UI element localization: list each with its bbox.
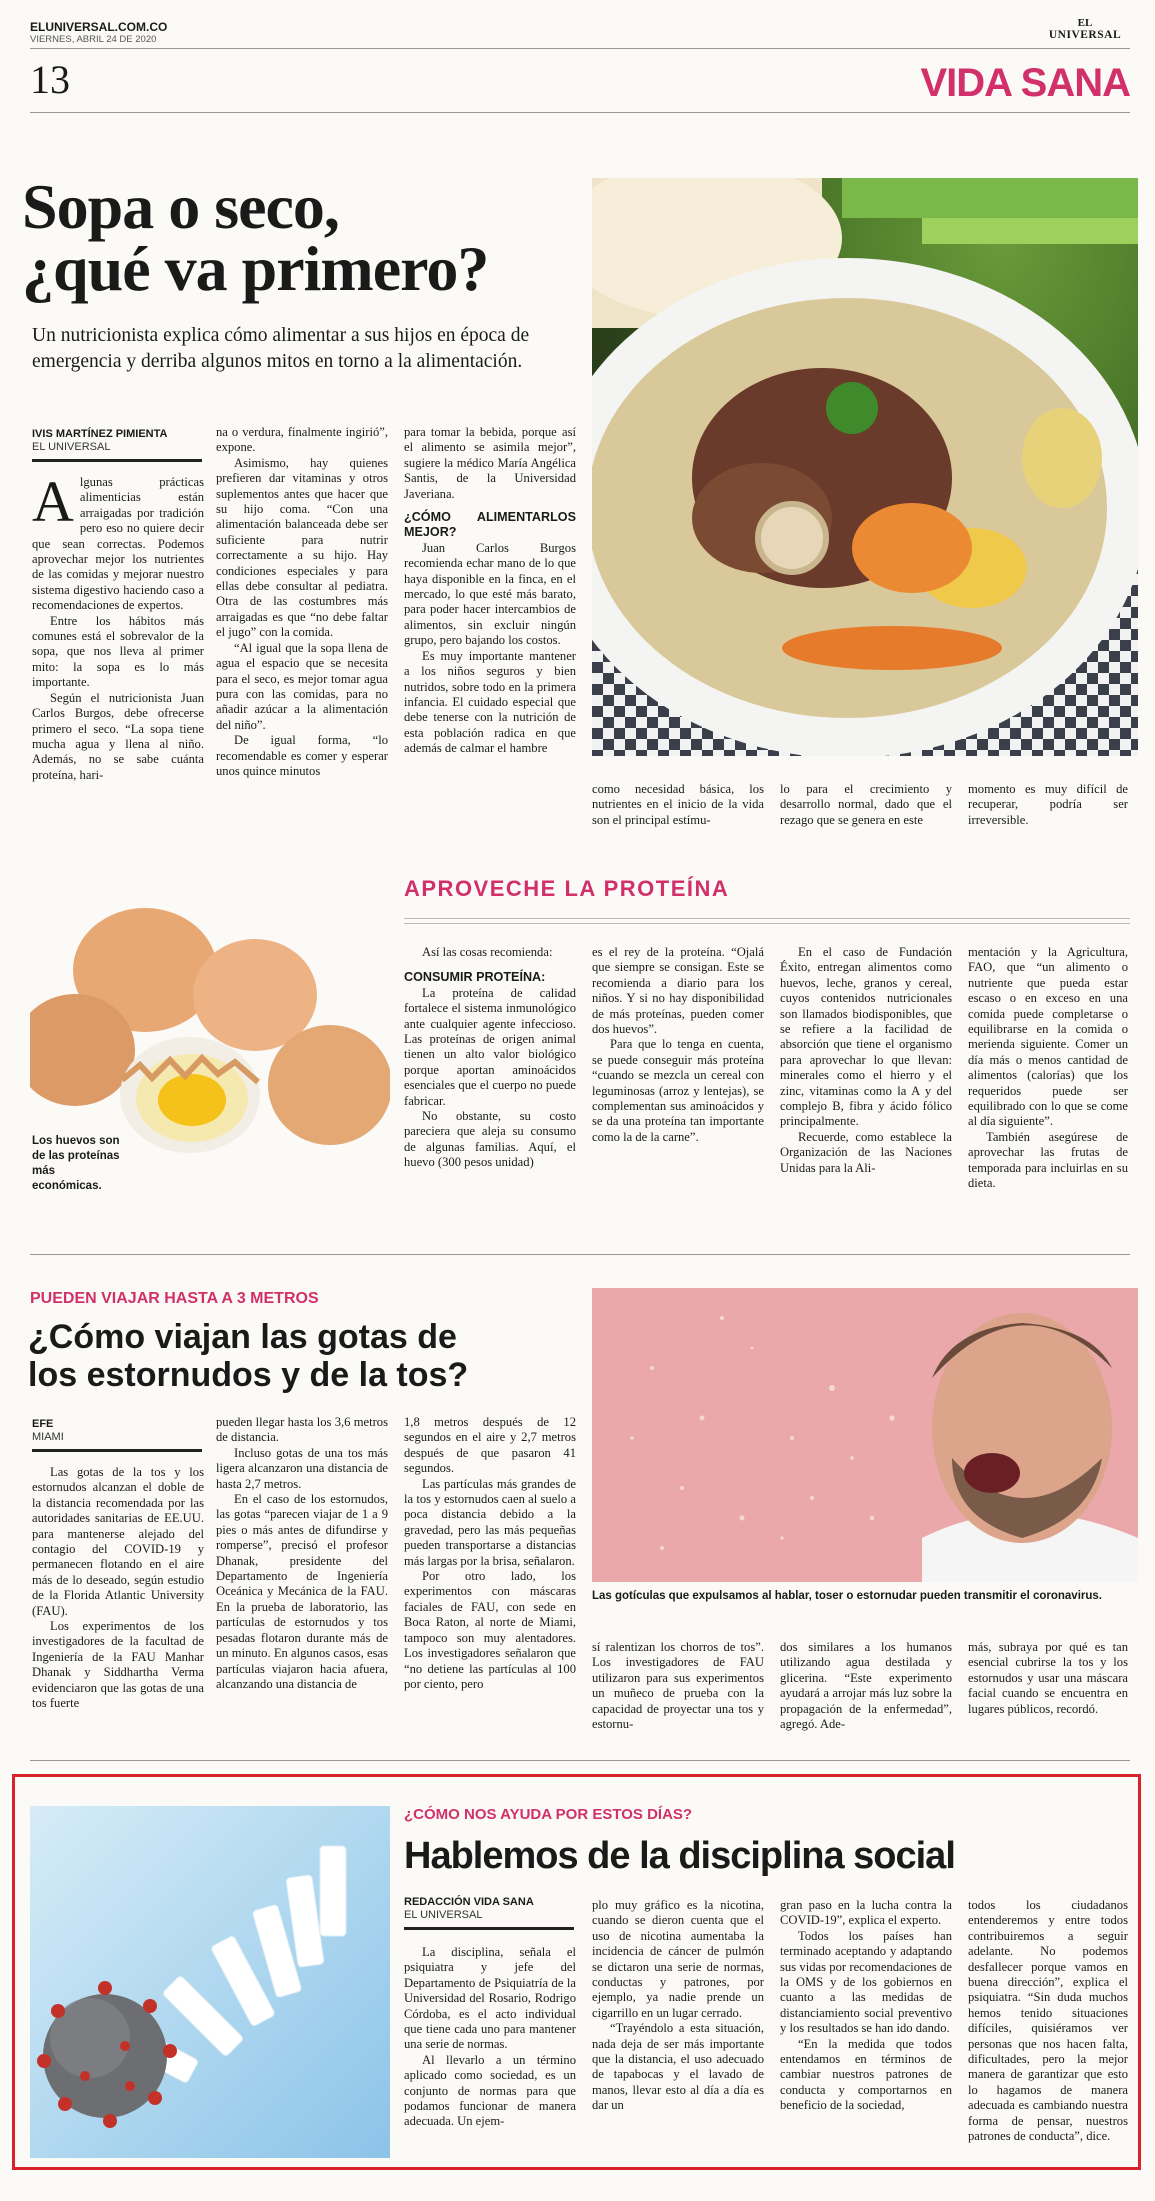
- paragraph: En el caso de los estornudos, las gotas “parecen viajar de 1 a 9 pies o más antes de difundirse y romperse”, precisó el profesor Dhanak, presidente del Departamento de Ingeniería Oceánica y Mecánica de la FAU. En la prueba de laboratorio, las partículas de estornudos y tos pesadas flotaron durante más de un minuto. En algunos casos, esas partículas viajaron hacia afuera, alcanzando una distancia de: [216, 1492, 388, 1691]
- protein-col4: [968, 945, 1128, 1192]
- paragraph: Entre los hábitos más comunes está el sobrevalor de la sopa, que nos lleva al primer mito: la sopa es lo más importante.: [32, 613, 204, 690]
- article1-title: [22, 171, 582, 304]
- paragraph: Juan Carlos Burgos recomienda echar mano de lo que haya disponible en la finca, en el mercado, lo que esté más barato, para poder hacer intercambios de alimentos, sin excluir ningún grupo, pero bajando los costos.: [404, 540, 576, 648]
- author-org: MIAMI: [32, 1431, 64, 1443]
- logo-bottom: UNIVERSAL: [1048, 29, 1122, 41]
- paragraph: momento es muy difícil de recuperar, podría ser irreversible.: [968, 782, 1128, 827]
- author-name: EFE: [32, 1418, 54, 1430]
- paragraph: 1,8 metros después de 12 segundos en el aire y 2,7 metros después de que pasaron 41 segundos.: [404, 1415, 576, 1476]
- paragraph: más, subraya por qué es tan esencial cubrirse la tos y los estornudos y usar una máscara facial cuando se encuentra en lugares públicos, recordó.: [968, 1640, 1128, 1716]
- logo-top: EL: [1077, 17, 1093, 29]
- article1-col1: [32, 469, 204, 783]
- paragraph: Las partículas más grandes de la tos y estornudos caen al suelo a poca distancia debido a la gravedad, pero las más pequeñas pueden transportarse a distancias más largas por la brisa, señalaron.: [404, 1476, 576, 1568]
- date: VIERNES, ABRIL 24 DE 2020: [30, 34, 157, 45]
- paragraph: es el rey de la proteína. “Ojalá que siempre se consigan. Este se recomienda a diario para los niños. Y si no hay disponibilidad de más proteínas, pueden comer dos huevos”.: [592, 945, 764, 1037]
- virus-illustration: [30, 1806, 390, 2158]
- paragraph: Es muy importante mantener a los niños seguros y bien nutridos, sobre todo en la primera infancia. El cuidado especial que debe tenerse con la nutrición de esta población radica en que además de calmar el hambre: [404, 648, 576, 756]
- paragraph: pueden llegar hasta los 3,6 metros de distancia.: [216, 1415, 388, 1445]
- paragraph: “En la medida que todos entendamos en términos de cambiar nuestros patrones de conducta y comportarnos en beneficio de la sociedad,: [780, 2036, 952, 2113]
- author-name: REDACCIÓN VIDA SANA: [404, 1896, 534, 1908]
- soup-illustration: [592, 178, 1138, 756]
- article1-title-line1: Sopa o seco,: [22, 171, 339, 242]
- section-divider: [30, 1254, 1130, 1255]
- site-url[interactable]: ELUNIVERSAL.COM.CO: [30, 20, 168, 34]
- article2-col1: [32, 1465, 204, 1712]
- dropcap: A: [32, 469, 74, 534]
- paragraph: En el caso de Fundación Éxito, entregan alimentos como huevos, leche, granos y cereal, cuyos contenidos nutricionales son llamados biodisponibles, que se refiere a la facilidad de absorción que tiene el organismo para aprovechar lo que llevan: minerales como el hierro y el zinc, vitaminas como la A y del complejo B, fibra y ácido fólico principalmente.: [780, 945, 952, 1129]
- section-rule: [30, 112, 1130, 113]
- sneeze-image: [592, 1288, 1138, 1582]
- paragraph: gran paso en la lucha contra la COVID-19”, explica el experto.: [780, 1898, 952, 1928]
- paragraph: Todos los países han terminado aceptando y adaptando sus vidas por recomendaciones de la OMS y de los gobiernos en cuanto a las medidas de distanciamiento social preventivo y los resultados se han ido dando.: [780, 1928, 952, 2036]
- article1-col4: [592, 782, 764, 828]
- article1-deck: Un nutricionista explica cómo alimentar a sus hijos en época de emergencia y derriba algunos mitos en torno a la alimentación.: [32, 325, 530, 372]
- article2-col4: [592, 1640, 764, 1732]
- article2-col5: [780, 1640, 952, 1732]
- article3-col3: [780, 1898, 952, 2114]
- paragraph: para tomar la bebida, porque así el alimento se asimila mejor”, sugiere la médico María Angélica Santis, de la Universidad Javeriana.: [404, 425, 576, 501]
- page-number: 13: [30, 57, 70, 102]
- article3-col2: [592, 1898, 764, 2114]
- author-name: IVIS MARTÍNEZ PIMIENTA: [32, 428, 168, 440]
- paragraph: Las gotas de la tos y los estornudos alcanzan el doble de la distancia recomendada por las autoridades sanitarias de EE.UU. para mantenerse alejado del contagio del COVID-19 y permanecen flotando en el aire más de lo deseado, según estudio de la Florida Atlantic University (FAU).: [32, 1465, 204, 1618]
- paragraph: lo para el crecimiento y desarrollo normal, dado que el rezago que se genera en este: [780, 782, 952, 827]
- article1-col6: [968, 782, 1128, 828]
- paragraph: De igual forma, “lo recomendable es comer y esperar unos quince minutos: [216, 733, 388, 778]
- article2-title-line2: los estornudos y de la tos?: [28, 1356, 469, 1394]
- article2-col3: [404, 1415, 576, 1692]
- paragraph: También asegúrese de aprovechar las frutas de temporada para incluirlas en su dieta.: [968, 1129, 1128, 1191]
- article2-kicker: PUEDEN VIAJAR HASTA A 3 METROS: [30, 1290, 319, 1307]
- paragraph: Incluso gotas de una tos más ligera alcanzaron una distancia de hasta 2,7 metros.: [216, 1445, 388, 1491]
- protein-heading-rule: [404, 918, 1130, 924]
- article3-byline: [404, 1896, 574, 1930]
- logo: [1040, 18, 1130, 41]
- paragraph: sí ralentizan los chorros de tos”. Los investigadores de FAU utilizaron para sus experimentos un muñeco de prueba con la capacidad de proyectar una tos y estornu-: [592, 1640, 764, 1732]
- paragraph: Algunas prácticas alimenticias están arraigadas por tradición pero eso no quiere decir que sean correctas. Podemos aprovechar mejor los nutrientes de las comidas y mejorar nuestro sistema digestivo haciendo caso a recomendaciones de expertos.: [32, 469, 204, 613]
- paragraph: como necesidad básica, los nutrientes en el inicio de la vida son el principal estímu-: [592, 782, 764, 827]
- article3-col4: [968, 1898, 1128, 2145]
- paragraph: mentación y la Agricultura, FAO, que “un alimento o nutriente que pueda estar escaso o en exceso en una comida puede completarse o equilibrarse en la comida o merienda siguiente. Comer un día más o menos cantidad de alimentos (calorías) que los requeridos puede ser equilibrado con lo que se come al día siguiente”.: [968, 945, 1128, 1129]
- eggs-caption: Los huevos son de las proteínas más económicas.: [32, 1135, 120, 1192]
- subheading: CONSUMIR PROTEÍNA:: [404, 970, 546, 985]
- article1-col2: [216, 425, 388, 779]
- article2-byline: [32, 1418, 202, 1452]
- author-org: EL UNIVERSAL: [32, 441, 111, 453]
- protein-col1: [404, 945, 576, 1171]
- article1-col5: [780, 782, 952, 828]
- paragraph: Así las cosas recomienda:: [422, 945, 553, 959]
- article1-byline: [32, 428, 202, 462]
- paragraph: todos los ciudadanos entenderemos y entre todos contribuiremos a seguir adelante. No podemos desfallecer porque vamos en buena dirección”, explica el psiquiatra. “Sin duda muchos hemos tenido situaciones difíciles, quisiéramos ver personas que nos hacen falta, dificultades, pero la mejor manera de garantizar que esto lo hagamos de manera adecuada es cambiando nuestra forma de pensar, nuestros patrones de conducta”, dice.: [968, 1898, 1128, 2144]
- sneeze-illustration: [592, 1288, 1138, 1582]
- masthead-rule: [30, 48, 1130, 49]
- article2-title: [28, 1318, 588, 1394]
- subheading: ¿CÓMO ALIMENTARLOS MEJOR?: [404, 510, 576, 540]
- paragraph: La disciplina, señala el psiquiatra y jefe del Departamento de Psiquiatría de la Universidad del Rosario, Rodrigo Córdoba, es el acto individual que tiene cada uno para mantener una serie de normas.: [404, 1945, 576, 2052]
- paragraph: “Trayéndolo a esta situación, nada deja de ser más importante que la distancia, el uso adecuado de tapabocas y el lavado de manos, llevar esto al día a día es dar un: [592, 2021, 764, 2113]
- protein-col3: [780, 945, 952, 1176]
- article1-title-line2: ¿qué va primero?: [22, 233, 489, 304]
- paragraph: La proteína de calidad fortalece el sistema inmunológico ante cualquier agente infeccioso. Las proteínas de origen animal tienen un alto valor biológico porque aportan aminoácidos esenciales que el cuerpo no puede fabricar.: [404, 985, 576, 1108]
- article1-col3: [404, 425, 576, 757]
- author-org: EL UNIVERSAL: [404, 1909, 483, 1921]
- paragraph: Asimismo, hay quienes prefieren dar vitaminas y otros suplementos antes que hacer que su hijo coma. “Con una alimentación balanceada debe ser suficiente para nutrir correctamente a su hijo. Hay condiciones especiales y para ellas debe consultar al pediatra. Otra de las costumbres más arraigadas es que “no debe faltar el jugo” con la comida.: [216, 455, 388, 640]
- paragraph: No obstante, su costo pareciera que aleja su consumo de algunas familias. Aquí, el huevo (300 pesos unidad): [404, 1109, 576, 1170]
- paragraph: Según el nutricionista Juan Carlos Burgos, debe ofrecerse primero el seco. “La sopa tiene mucha agua y llena al niño. Además, no se sabe cuánta proteína, hari-: [32, 690, 204, 782]
- paragraph: Los experimentos de los investigadores de la facultad de Ingeniería de la FAU Manhar Dhanak y Siddhartha Verma evidenciaron que las gotas de una tos fuerte: [32, 1619, 204, 1711]
- virus-dominoes-image: [30, 1806, 390, 2158]
- paragraph: Para que lo tenga en cuenta, se puede conseguir más proteína “cuando se mezcla un cereal con leguminosas (arroz y lentejas), se complementan sus aminoácidos y se da una proteína tan importante como la de la carne”.: [592, 1037, 764, 1144]
- paragraph: na o verdura, finalmente ingirió”, expone.: [216, 425, 388, 455]
- article2-col2: [216, 1415, 388, 1692]
- sneeze-caption: Las gotículas que expulsamos al hablar, toser o estornudar pueden transmitir el coronavirus.: [592, 1590, 1102, 1602]
- protein-heading: APROVECHE LA PROTEÍNA: [404, 876, 730, 901]
- article2-title-line1: ¿Cómo viajan las gotas de: [28, 1318, 457, 1356]
- paragraph: plo muy gráfico es la nicotina, cuando se dieron cuenta que el uso de nicotina aumentaba la incidencia de cáncer de pulmón se dictaron una serie de normas, conductas y patrones, por ejemplo, ya nadie prende un cigarrillo en un lugar cerrado.: [592, 1898, 764, 2020]
- section-title: VIDA SANA: [920, 61, 1130, 105]
- paragraph: Al llevarlo a un término aplicado como sociedad, es un conjunto de normas para que podamos funcionar de manera adecuada. Un ejem-: [404, 2052, 576, 2129]
- section-divider: [30, 1760, 1130, 1761]
- article3-title: Hablemos de la disciplina social: [404, 1835, 955, 1877]
- paragraph: Por otro lado, los experimentos con máscaras faciales de FAU, con sede en Boca Raton, al norte de Miami, tampoco son muy alentadores. Los investigadores señalaron que “no detiene las partículas al 100 por ciento, pero: [404, 1569, 576, 1691]
- article2-col6: [968, 1640, 1128, 1717]
- protein-col2: [592, 945, 764, 1145]
- paragraph: Recuerde, como establece la Organización de las Naciones Unidas para la Ali-: [780, 1129, 952, 1175]
- soup-image: [592, 178, 1138, 756]
- article3-kicker: ¿CÓMO NOS AYUDA POR ESTOS DÍAS?: [404, 1806, 693, 1823]
- article3-col1: [404, 1945, 576, 2130]
- paragraph: dos similares a los humanos utilizando agua destilada y glicerina. “Este experimento ayudará a arrojar más luz sobre la propagación de la enfermedad”, agregó. Ade-: [780, 1640, 952, 1732]
- paragraph: “Al igual que la sopa llena de agua el espacio que se necesita para el seco, es mejor tomar agua pura con las comidas, para no añadir azúcar a la alimentación del niño”.: [216, 640, 388, 732]
